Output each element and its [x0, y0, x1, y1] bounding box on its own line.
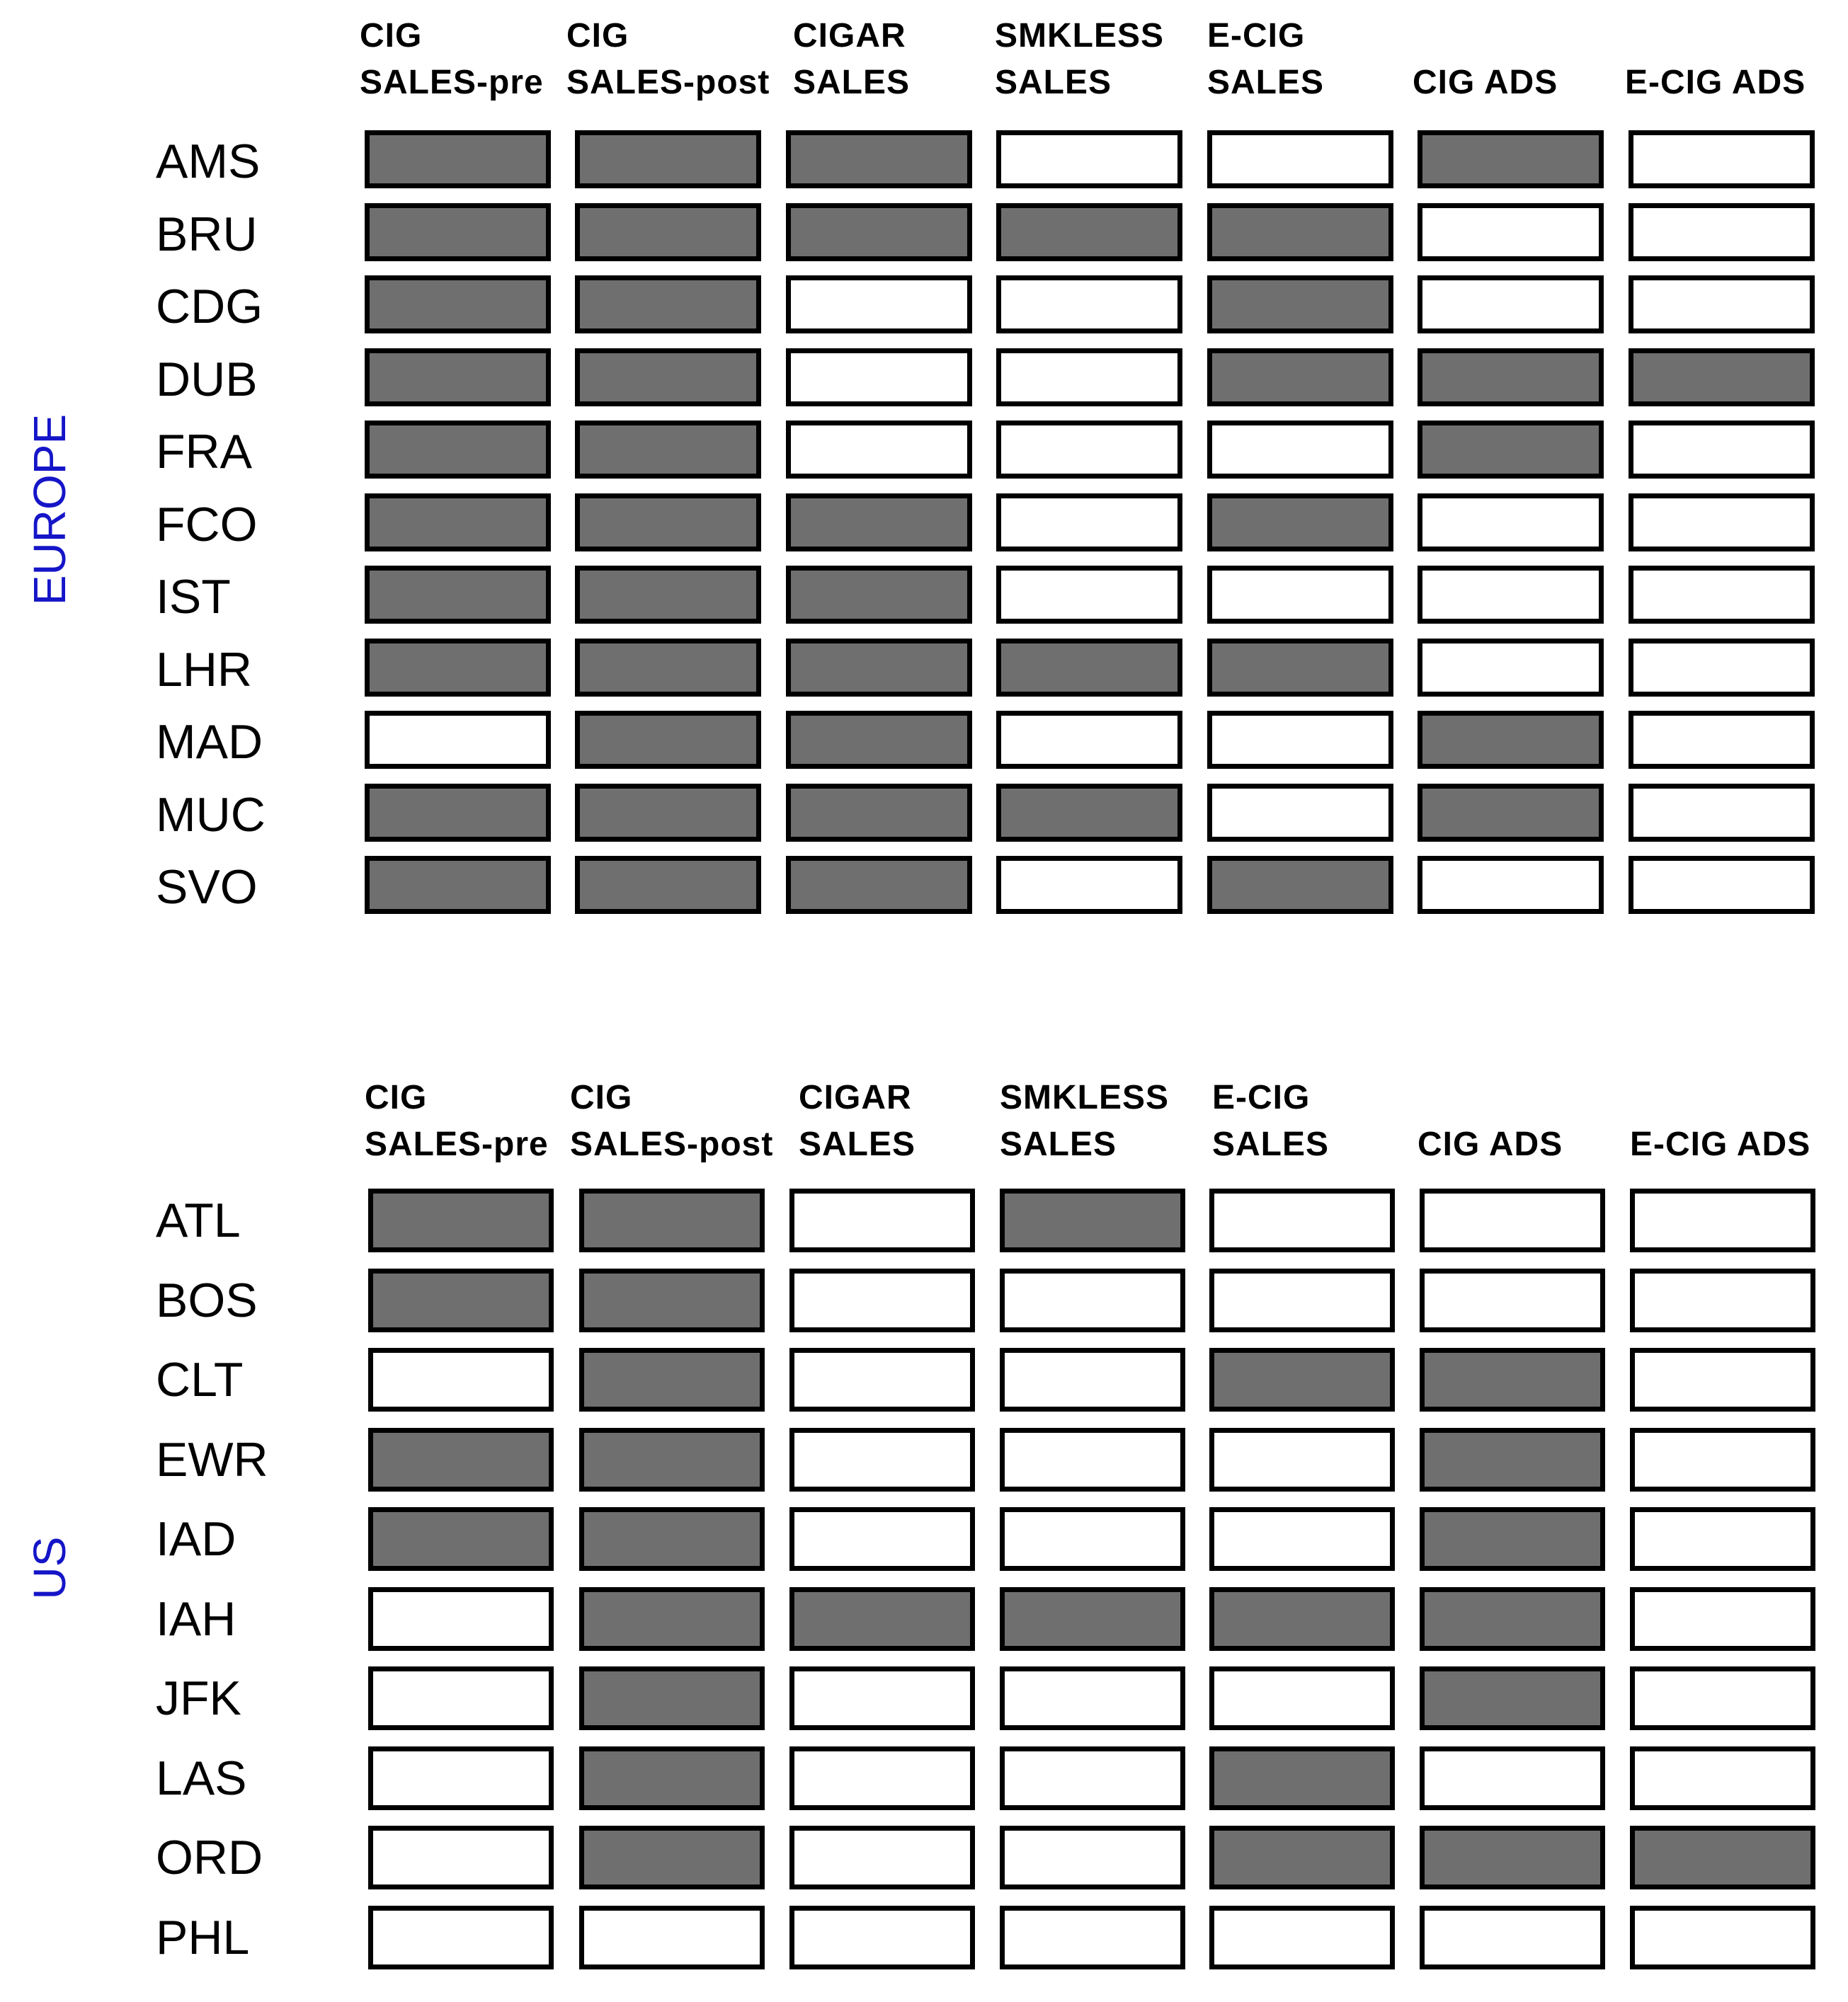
us-cell-clt-smkless-sales [1000, 1348, 1185, 1412]
europe-cell-muc-e-cig-sales [1207, 784, 1393, 842]
us-cell-phl-smkless-sales [1000, 1906, 1185, 1969]
europe-cell-cdg-cigar-sales [786, 275, 972, 333]
europe-row-label-cdg: CDG [156, 280, 263, 333]
us-cell-iah-smkless-sales [1000, 1587, 1185, 1651]
europe-cell-fco-e-cig-sales [1207, 493, 1393, 551]
us-row-label-clt: CLT [156, 1353, 244, 1407]
europe-cell-svo-e-cig-sales [1207, 856, 1393, 914]
europe-cell-muc-cigar-sales [786, 784, 972, 842]
us-cell-jfk-cigar-sales [789, 1666, 975, 1730]
us-cell-las-e-cig-sales [1209, 1746, 1395, 1810]
europe-row-label-svo: SVO [156, 860, 258, 914]
europe-cell-bru-e-cig-sales [1207, 203, 1393, 261]
us-cell-iah-cig-sales-post [579, 1587, 765, 1651]
us-cell-iad-cig-ads [1420, 1507, 1605, 1571]
europe-cell-muc-cig-sales-post [575, 784, 761, 842]
us-row-label-las: LAS [156, 1751, 247, 1805]
europe-cell-fco-e-cig-ads [1629, 493, 1815, 551]
us-cell-ord-cig-ads [1420, 1826, 1605, 1889]
europe-cell-lhr-cig-sales-pre [365, 639, 551, 697]
europe-cell-muc-smkless-sales [996, 784, 1182, 842]
europe-cell-fra-e-cig-ads [1629, 421, 1815, 479]
europe-cell-muc-cig-sales-pre [365, 784, 551, 842]
europe-col-header-cig-sales-pre: CIG SALES-pre [360, 17, 544, 101]
us-cell-phl-e-cig-ads [1630, 1906, 1815, 1969]
europe-col-header-smkless-sales: SMKLESS SALES [995, 17, 1165, 101]
europe-cell-ist-e-cig-sales [1207, 566, 1393, 624]
europe-cell-ist-cig-sales-pre [365, 566, 551, 624]
europe-cell-cdg-e-cig-sales [1207, 275, 1393, 333]
europe-cell-fco-cig-sales-pre [365, 493, 551, 551]
us-col-header-cigar-sales: CIGAR SALES [799, 1079, 916, 1163]
europe-row-label-ams: AMS [156, 135, 261, 188]
europe-cell-fra-e-cig-sales [1207, 421, 1393, 479]
europe-row-label-dub: DUB [156, 352, 258, 406]
us-cell-ord-smkless-sales [1000, 1826, 1185, 1889]
us-cell-phl-e-cig-sales [1209, 1906, 1395, 1969]
europe-cell-fra-cig-ads [1418, 421, 1604, 479]
europe-cell-lhr-e-cig-ads [1629, 639, 1815, 697]
europe-cell-svo-smkless-sales [996, 856, 1182, 914]
europe-cell-svo-cig-ads [1418, 856, 1604, 914]
europe-cell-fra-cig-sales-post [575, 421, 761, 479]
europe-cell-cdg-e-cig-ads [1629, 275, 1815, 333]
us-cell-las-cig-sales-pre [368, 1746, 554, 1810]
europe-cell-bru-cig-sales-post [575, 203, 761, 261]
europe-cell-fco-smkless-sales [996, 493, 1182, 551]
us-cell-las-cigar-sales [789, 1746, 975, 1810]
europe-cell-cdg-cig-ads [1418, 275, 1604, 333]
europe-cell-dub-e-cig-sales [1207, 348, 1393, 406]
us-col-header-cig-ads: CIG ADS [1418, 1126, 1563, 1163]
us-cell-iad-cig-sales-pre [368, 1507, 554, 1571]
europe-cell-muc-e-cig-ads [1629, 784, 1815, 842]
europe-cell-ist-smkless-sales [996, 566, 1182, 624]
us-cell-ord-cig-sales-pre [368, 1826, 554, 1889]
us-cell-bos-cig-sales-pre [368, 1269, 554, 1332]
europe-cell-cdg-smkless-sales [996, 275, 1182, 333]
us-cell-ewr-cig-sales-post [579, 1428, 765, 1492]
europe-cell-dub-e-cig-ads [1629, 348, 1815, 406]
us-cell-bos-cig-sales-post [579, 1269, 765, 1332]
us-row-label-ord: ORD [156, 1831, 263, 1884]
us-panel [0, 1062, 1848, 2002]
us-cell-atl-e-cig-ads [1630, 1189, 1815, 1252]
europe-row-label-ist: IST [156, 570, 231, 624]
europe-col-header-e-cig-ads: E-CIG ADS [1625, 64, 1806, 101]
us-cell-clt-e-cig-sales [1209, 1348, 1395, 1412]
us-cell-ord-cigar-sales [789, 1826, 975, 1889]
us-row-label-atl: ATL [156, 1194, 241, 1247]
us-cell-ewr-cigar-sales [789, 1428, 975, 1492]
europe-cell-ist-cig-sales-post [575, 566, 761, 624]
us-cell-iah-cig-ads [1420, 1587, 1605, 1651]
us-row-label-jfk: JFK [156, 1671, 241, 1725]
us-cell-atl-smkless-sales [1000, 1189, 1185, 1252]
europe-cell-bru-cigar-sales [786, 203, 972, 261]
us-cell-jfk-cig-ads [1420, 1666, 1605, 1730]
us-cell-iah-cigar-sales [789, 1587, 975, 1651]
us-row-label-iad: IAD [156, 1512, 236, 1566]
us-cell-bos-cig-ads [1420, 1269, 1605, 1332]
europe-cell-ist-cigar-sales [786, 566, 972, 624]
europe-cell-ist-e-cig-ads [1629, 566, 1815, 624]
europe-row-label-mad: MAD [156, 715, 263, 769]
us-cell-atl-cig-sales-pre [368, 1189, 554, 1252]
europe-cell-mad-cig-sales-pre [365, 711, 551, 769]
europe-col-header-cig-sales-post: CIG SALES-post [566, 17, 770, 101]
europe-cell-ams-e-cig-sales [1207, 130, 1393, 188]
us-col-header-e-cig-ads: E-CIG ADS [1630, 1126, 1811, 1163]
us-col-header-smkless-sales: SMKLESS SALES [1000, 1079, 1170, 1163]
us-cell-iah-cig-sales-pre [368, 1587, 554, 1651]
us-cell-clt-e-cig-ads [1630, 1348, 1815, 1412]
us-cell-las-e-cig-ads [1630, 1746, 1815, 1810]
us-cell-las-cig-ads [1420, 1746, 1605, 1810]
us-col-header-cig-sales-pre: CIG SALES-pre [365, 1079, 549, 1163]
us-cell-bos-e-cig-ads [1630, 1269, 1815, 1332]
us-cell-iad-cigar-sales [789, 1507, 975, 1571]
us-cell-iad-e-cig-ads [1630, 1507, 1815, 1571]
region-label-us: US [24, 1536, 75, 1600]
us-cell-phl-cig-sales-pre [368, 1906, 554, 1969]
us-cell-phl-cigar-sales [789, 1906, 975, 1969]
europe-cell-cdg-cig-sales-pre [365, 275, 551, 333]
us-cell-jfk-e-cig-sales [1209, 1666, 1395, 1730]
us-cell-clt-cig-sales-post [579, 1348, 765, 1412]
europe-cell-fco-cig-sales-post [575, 493, 761, 551]
europe-cell-dub-cigar-sales [786, 348, 972, 406]
europe-cell-dub-smkless-sales [996, 348, 1182, 406]
us-cell-clt-cigar-sales [789, 1348, 975, 1412]
europe-cell-fra-cigar-sales [786, 421, 972, 479]
europe-col-header-cig-ads: CIG ADS [1413, 64, 1558, 101]
us-cell-bos-smkless-sales [1000, 1269, 1185, 1332]
europe-cell-fra-smkless-sales [996, 421, 1182, 479]
us-cell-iah-e-cig-ads [1630, 1587, 1815, 1651]
us-cell-clt-cig-ads [1420, 1348, 1605, 1412]
us-cell-ord-e-cig-sales [1209, 1826, 1395, 1889]
us-cell-jfk-cig-sales-pre [368, 1666, 554, 1730]
europe-cell-cdg-cig-sales-post [575, 275, 761, 333]
us-cell-jfk-cig-sales-post [579, 1666, 765, 1730]
us-cell-atl-cigar-sales [789, 1189, 975, 1252]
us-cell-iad-cig-sales-post [579, 1507, 765, 1571]
europe-cell-fra-cig-sales-pre [365, 421, 551, 479]
us-cell-las-cig-sales-post [579, 1746, 765, 1810]
europe-cell-mad-cig-ads [1418, 711, 1604, 769]
europe-cell-ams-cig-sales-post [575, 130, 761, 188]
europe-cell-mad-e-cig-ads [1629, 711, 1815, 769]
europe-cell-lhr-cig-sales-post [575, 639, 761, 697]
europe-cell-ams-cig-ads [1418, 130, 1604, 188]
europe-cell-ams-smkless-sales [996, 130, 1182, 188]
europe-cell-lhr-cig-ads [1418, 639, 1604, 697]
us-cell-iah-e-cig-sales [1209, 1587, 1395, 1651]
us-col-header-cig-sales-post: CIG SALES-post [570, 1079, 774, 1163]
us-cell-phl-cig-sales-post [579, 1906, 765, 1969]
us-cell-ord-cig-sales-post [579, 1826, 765, 1889]
europe-cell-ams-cig-sales-pre [365, 130, 551, 188]
us-row-label-ewr: EWR [156, 1432, 268, 1487]
europe-row-label-fra: FRA [156, 425, 252, 479]
us-cell-clt-cig-sales-pre [368, 1348, 554, 1412]
us-cell-ewr-e-cig-ads [1630, 1428, 1815, 1492]
europe-cell-muc-cig-ads [1418, 784, 1604, 842]
europe-cell-dub-cig-sales-post [575, 348, 761, 406]
us-cell-ewr-cig-sales-pre [368, 1428, 554, 1492]
us-cell-jfk-e-cig-ads [1630, 1666, 1815, 1730]
europe-cell-dub-cig-sales-pre [365, 348, 551, 406]
europe-row-label-fco: FCO [156, 497, 258, 551]
europe-cell-mad-cig-sales-post [575, 711, 761, 769]
europe-cell-mad-smkless-sales [996, 711, 1182, 769]
us-cell-ord-e-cig-ads [1630, 1826, 1815, 1889]
europe-cell-fco-cigar-sales [786, 493, 972, 551]
us-cell-atl-cig-ads [1420, 1189, 1605, 1252]
us-cell-atl-cig-sales-post [579, 1189, 765, 1252]
europe-cell-svo-cig-sales-post [575, 856, 761, 914]
europe-cell-fco-cig-ads [1418, 493, 1604, 551]
europe-cell-lhr-smkless-sales [996, 639, 1182, 697]
us-cell-iad-e-cig-sales [1209, 1507, 1395, 1571]
europe-row-label-muc: MUC [156, 787, 266, 842]
europe-cell-lhr-e-cig-sales [1207, 639, 1393, 697]
europe-cell-ist-cig-ads [1418, 566, 1604, 624]
us-cell-las-smkless-sales [1000, 1746, 1185, 1810]
europe-cell-bru-e-cig-ads [1629, 203, 1815, 261]
europe-row-label-lhr: LHR [156, 642, 253, 697]
us-cell-iad-smkless-sales [1000, 1507, 1185, 1571]
europe-panel [0, 0, 1848, 934]
us-cell-ewr-smkless-sales [1000, 1428, 1185, 1492]
us-row-label-phl: PHL [156, 1910, 250, 1964]
europe-cell-mad-e-cig-sales [1207, 711, 1393, 769]
us-cell-bos-e-cig-sales [1209, 1269, 1395, 1332]
europe-col-header-e-cig-sales: E-CIG SALES [1207, 17, 1325, 101]
us-col-header-e-cig-sales: E-CIG SALES [1212, 1079, 1330, 1163]
us-cell-phl-cig-ads [1420, 1906, 1605, 1969]
europe-row-label-bru: BRU [156, 207, 258, 261]
europe-cell-ams-e-cig-ads [1629, 130, 1815, 188]
europe-col-header-cigar-sales: CIGAR SALES [793, 17, 911, 101]
europe-cell-mad-cigar-sales [786, 711, 972, 769]
europe-cell-bru-smkless-sales [996, 203, 1182, 261]
us-cell-ewr-e-cig-sales [1209, 1428, 1395, 1492]
us-cell-atl-e-cig-sales [1209, 1189, 1395, 1252]
europe-cell-ams-cigar-sales [786, 130, 972, 188]
us-cell-bos-cigar-sales [789, 1269, 975, 1332]
europe-cell-svo-cig-sales-pre [365, 856, 551, 914]
europe-cell-bru-cig-ads [1418, 203, 1604, 261]
us-row-label-iah: IAH [156, 1591, 236, 1646]
europe-cell-svo-e-cig-ads [1629, 856, 1815, 914]
region-label-europe: EUROPE [24, 413, 75, 606]
europe-cell-svo-cigar-sales [786, 856, 972, 914]
us-cell-jfk-smkless-sales [1000, 1666, 1185, 1730]
europe-cell-lhr-cigar-sales [786, 639, 972, 697]
us-row-label-bos: BOS [156, 1273, 258, 1327]
europe-cell-bru-cig-sales-pre [365, 203, 551, 261]
europe-cell-dub-cig-ads [1418, 348, 1604, 406]
us-cell-ewr-cig-ads [1420, 1428, 1605, 1492]
